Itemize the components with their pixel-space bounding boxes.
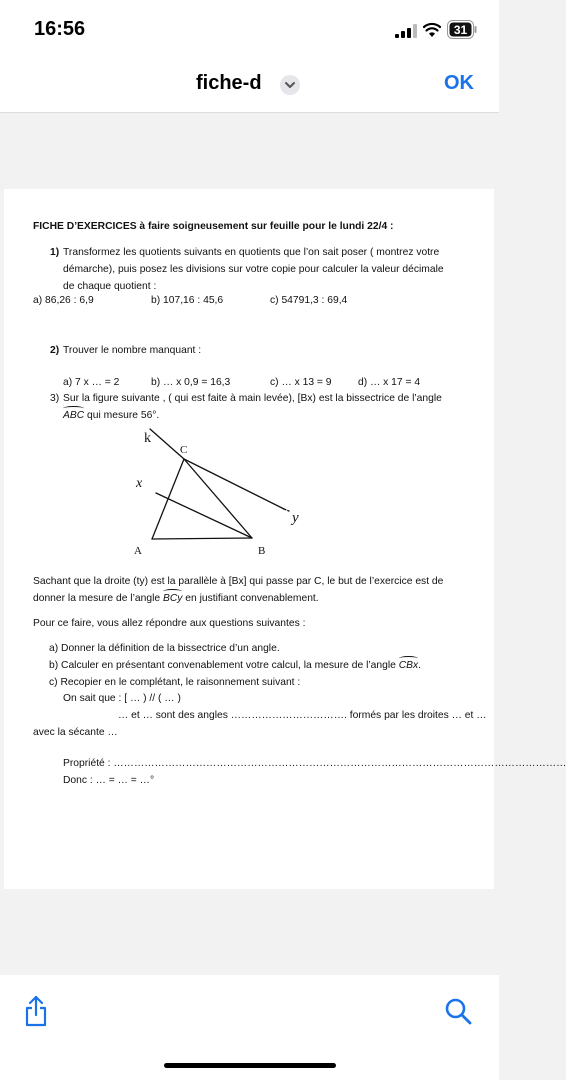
reasoning-secante: avec la sécante … — [33, 727, 118, 738]
chevron-down-icon[interactable] — [280, 75, 300, 95]
battery-level: 31 — [453, 23, 468, 37]
worksheet-heading: FICHE D’EXERCICES à faire soigneusement sur feuille pour le lundi 22/4 : — [33, 221, 394, 232]
share-icon[interactable] — [24, 995, 48, 1027]
reasoning-donc: Donc : … = … = …° — [63, 775, 155, 786]
geometry-figure — [114, 429, 314, 559]
line-ty-dashed — [284, 509, 289, 511]
ex2-text: Trouver le nombre manquant : — [63, 345, 202, 356]
para1-line1: Sachant que la droite (ty) est la parallèle à [Bx] qui passe par C, le but de l’exercice est de — [33, 576, 444, 587]
question-b: b) Calculer en présentant convenablement votre calcul, la mesure de l’angle CBx. — [49, 658, 421, 675]
angle-bcy: BCy — [163, 591, 182, 608]
reasoning-propriete: Propriété : …………………………………………………………………………………………………………………… — [63, 758, 566, 769]
ex2-item-c: c) … x 13 = 9 — [270, 377, 332, 388]
segment-cb — [184, 459, 252, 538]
ex3-text-line2: ABC qui mesure 56°. — [63, 408, 159, 425]
para1-line2: donner la mesure de l’angle BCy en justifiant convenablement. — [33, 591, 319, 608]
nav-bar — [0, 60, 499, 113]
reasoning-on-sait: On sait que : [ … ) // ( … ) — [63, 693, 181, 704]
label-b: B — [258, 545, 266, 557]
wifi-icon — [423, 22, 441, 38]
bottom-toolbar — [0, 975, 499, 1080]
ok-button[interactable]: OK — [444, 72, 474, 94]
ex2-item-a: a) 7 x … = 2 — [63, 377, 120, 388]
signal-icon — [395, 24, 417, 38]
ex1-number: 1) — [50, 247, 60, 258]
label-y: y — [292, 510, 299, 526]
search-icon[interactable] — [444, 997, 472, 1025]
question-a: a) Donner la définition de la bissectrice d’un angle. — [49, 643, 280, 654]
line-k — [150, 429, 184, 459]
document-title[interactable]: fiche-d — [196, 72, 262, 94]
ex2-item-d: d) … x 17 = 4 — [358, 377, 421, 388]
ex2-item-b: b) … x 0,9 = 16,3 — [151, 377, 231, 388]
bisector-bx — [156, 493, 252, 538]
ex3-number: 3) — [50, 393, 60, 404]
home-indicator[interactable] — [164, 1063, 336, 1068]
angle-abc: ABC — [63, 408, 84, 425]
status-time: 16:56 — [34, 18, 86, 40]
label-c: C — [180, 444, 188, 456]
question-c: c) Recopier en le complétant, le raisonnement suivant : — [49, 677, 301, 688]
ex1-item-a: a) 86,26 : 6,9 — [33, 295, 94, 306]
angle-cbx: CBx — [399, 658, 418, 675]
label-x: x — [136, 476, 143, 491]
document-page — [4, 189, 566, 889]
ex1-text-line2: démarche), puis posez les divisions sur votre copie pour calculer la valeur décimale — [63, 264, 444, 275]
status-bar — [0, 0, 499, 60]
reasoning-angles: … et … sont des angles ……………………………. formés par les droites … et … — [118, 710, 487, 721]
label-a: A — [134, 545, 142, 557]
para2: Pour ce faire, vous allez répondre aux questions suivantes : — [33, 618, 306, 629]
battery-icon — [447, 20, 477, 39]
ex1-text-line3: de chaque quotient : — [63, 281, 157, 292]
label-k: k — [144, 431, 151, 446]
document-content — [4, 189, 566, 889]
ex1-text-line1: Transformez les quotients suivants en quotients que l’on sait poser ( montrez votre — [63, 247, 440, 258]
ex1-item-c: c) 54791,3 : 69,4 — [270, 295, 348, 306]
line-ty — [184, 459, 284, 509]
ex3-text-line1: Sur la figure suivante , ( qui est faite à main levée), [Bx) est la bissectrice de l’angle — [63, 393, 442, 404]
ex1-item-b: b) 107,16 : 45,6 — [151, 295, 224, 306]
segment-ab — [152, 538, 252, 539]
ex2-number: 2) — [50, 345, 60, 356]
